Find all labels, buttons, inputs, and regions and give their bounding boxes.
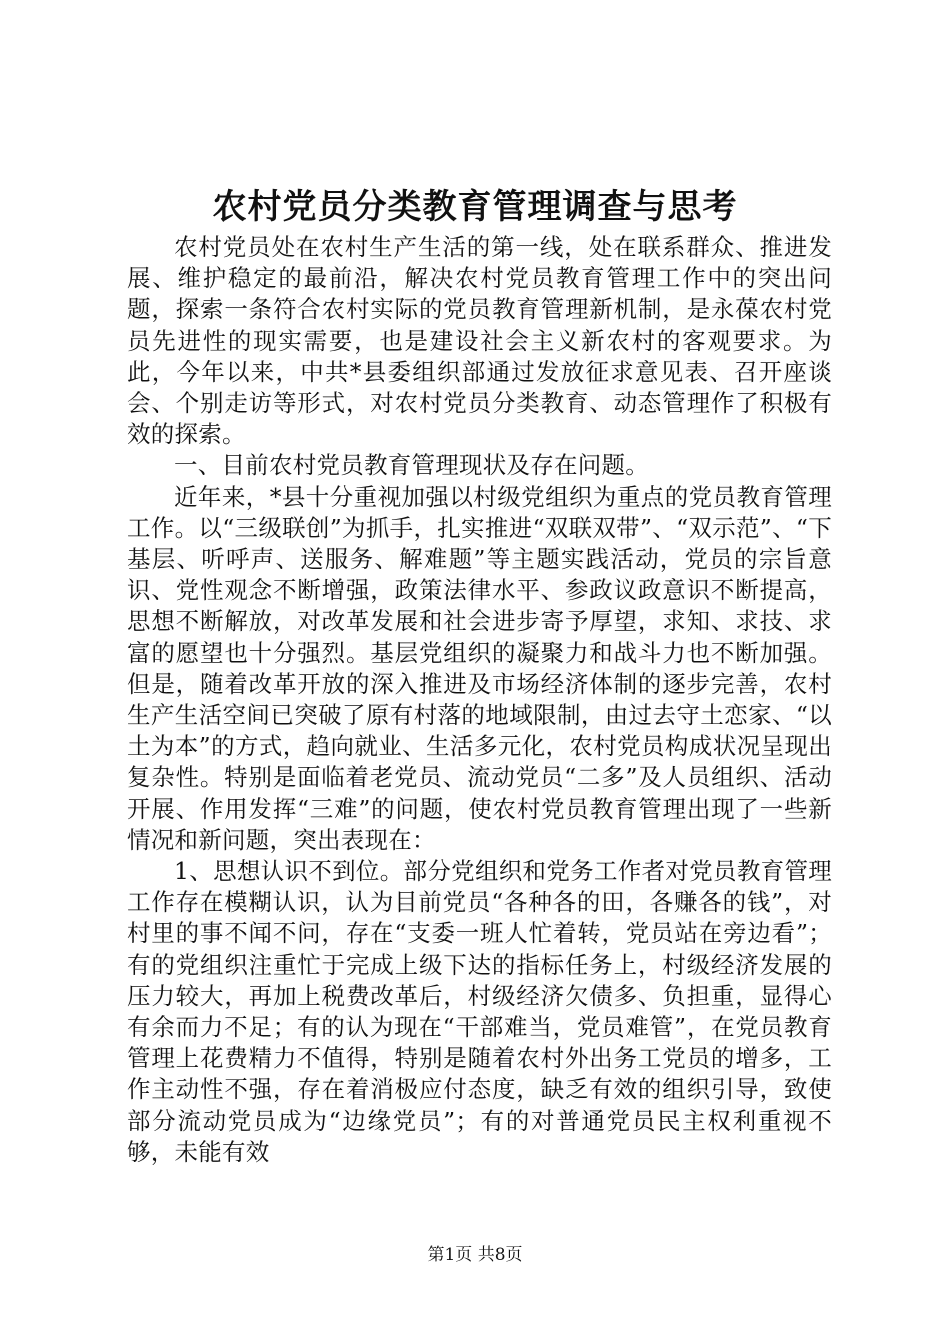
- document-body: [127, 232, 832, 1168]
- body-paragraph: 近年来，*县十分重视加强以村级党组织为重点的党员教育管理工作。以“三级联创”为抓手，扎实推进“双联双带”、“双示范”、“下基层、听呼声、送服务、解难题”等主题实践活动，党员的宗旨意识、党性观念不断增强，政策法律水平、参政议政意识不断提高，思想不断解放，对改革发展和社会进步寄予厚望，求知、求技、求富的愿望也十分强烈。基层党组织的凝聚力和战斗力也不断加强。但是，随着改革开放的深入推进及市场经济体制的逐步完善，农村生产生活空间已突破了原有村落的地域限制，由过去守土恋家、“以土为本”的方式，趋向就业、生活多元化，农村党员构成状况呈现出复杂性。特别是面临着老党员、流动党员“二多”及人员组织、活动开展、作用发挥“三难”的问题，使农村党员教育管理出现了一些新情况和新问题，突出表现在：: [127, 482, 832, 854]
- intro-paragraph: 农村党员处在农村生产生活的第一线，处在联系群众、推进发展、维护稳定的最前沿，解决农村党员教育管理工作中的突出问题，探索一条符合农村实际的党员教育管理新机制，是永葆农村党员先进性的现实需要，也是建设社会主义新农村的客观要求。为此，今年以来，中共*县委组织部通过发放征求意见表、召开座谈会、个别走访等形式，对农村党员分类教育、动态管理作了积极有效的探索。: [127, 233, 832, 449]
- body-paragraph: 1、思想认识不到位。部分党组织和党务工作者对党员教育管理工作存在模糊认识，认为目前党员“各种各的田，各赚各的钱”，对村里的事不闻不问，存在“支委一班人忙着转，党员站在旁边看”；有的党组织注重忙于完成上级下达的指标任务上，村级经济发展的压力较大，再加上税费改革后，村级经济欠债多、负担重，显得心有余而力不足；有的认为现在“干部难当，党员难管”，在党员教育管理上花费精力不值得，特别是随着农村外出务工党员的增多，工作主动性不强，存在着消极应付态度，缺乏有效的组织引导，致使部分流动党员成为“边缘党员”；有的对普通党员民主权利重视不够，未能有效: [127, 857, 832, 1166]
- document-title: 农村党员分类教育管理调查与思考: [212, 187, 738, 227]
- page-number-footer: 第1页 共8页: [427, 1245, 523, 1265]
- section-heading: 一、目前农村党员教育管理现状及存在问题。: [174, 451, 649, 480]
